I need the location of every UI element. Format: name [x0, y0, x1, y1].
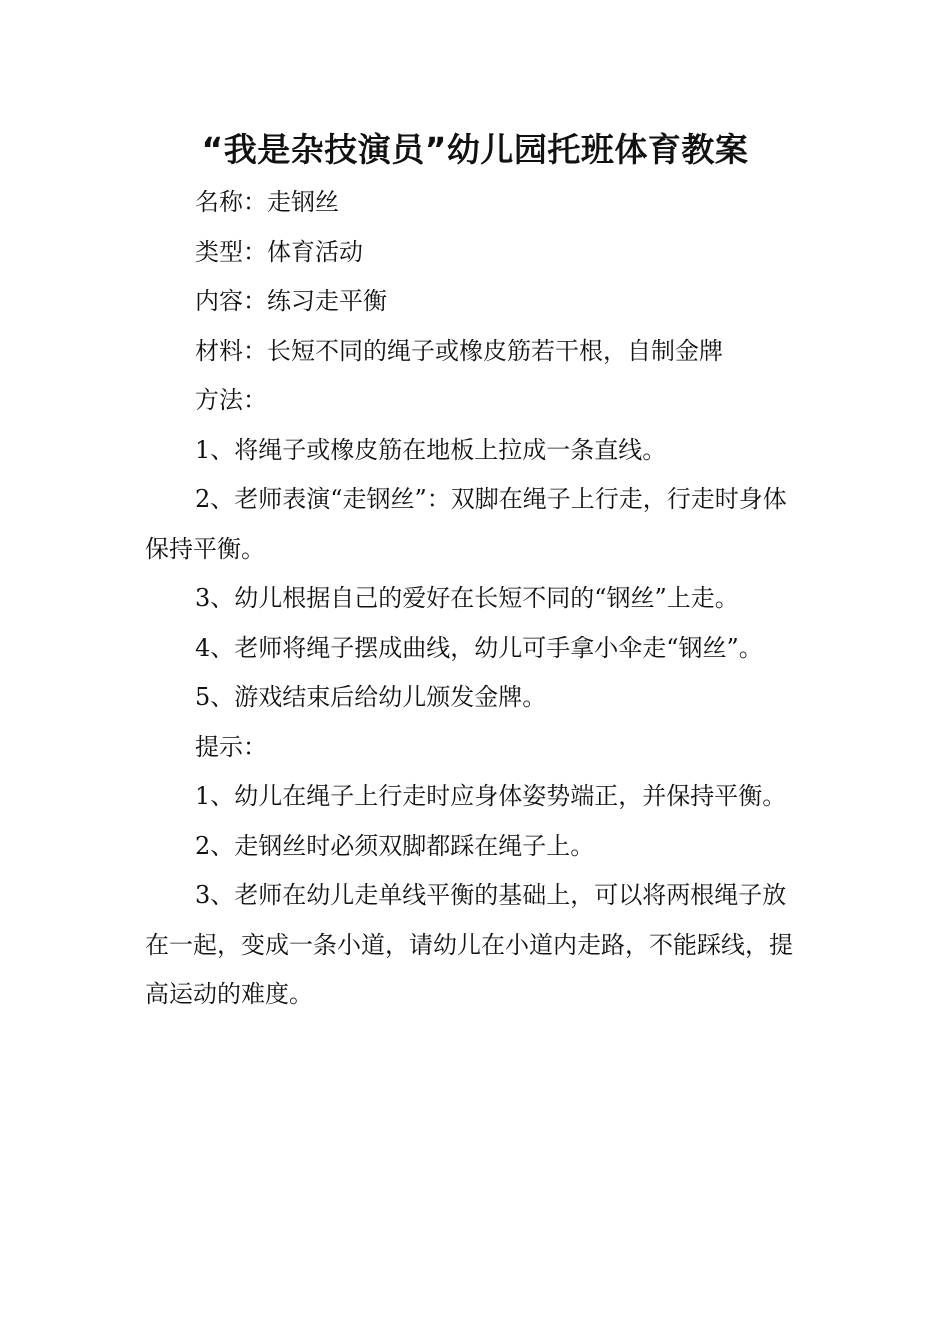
paragraph-method-1: 1、将绳子或橡皮筋在地板上拉成一条直线。	[195, 435, 667, 464]
paragraph-method-3: 3、幼儿根据自己的爱好在长短不同的“钢丝”上走。	[195, 584, 739, 612]
paragraph-type: 类型：体育活动	[195, 237, 363, 266]
document-title: “我是杂技演员”幼儿园托班体育教案	[201, 130, 749, 169]
paragraph-tip-2: 2、走钢丝时必须双脚都踩在绳子上。	[195, 831, 595, 860]
paragraph-method-heading: 方法：	[195, 386, 267, 414]
paragraph-tips-heading: 提示：	[195, 732, 267, 761]
paragraph-name: 名称：走钢丝	[195, 188, 339, 216]
paragraph-tip-3: 3、老师在幼儿走单线平衡的基础上，可以将两根绳子放在一起，变成一条小道，请幼儿在小道内走路，不能踩线，提高运动的难度。	[145, 881, 793, 1008]
document-body	[145, 178, 810, 1020]
paragraph-method-5: 5、游戏结束后给幼儿颁发金牌。	[195, 683, 547, 711]
paragraph-method-4: 4、老师将绳子摆成曲线，幼儿可手拿小伞走“钢丝”。	[195, 633, 763, 662]
paragraph-materials: 材料：长短不同的绳子或橡皮筋若干根，自制金牌	[195, 336, 723, 365]
paragraph-tip-1: 1、幼儿在绳子上行走时应身体姿势端正，并保持平衡。	[195, 782, 787, 810]
paragraph-content: 内容：练习走平衡	[195, 287, 387, 315]
paragraph-method-2: 2、老师表演“走钢丝”：双脚在绳子上行走，行走时身体保持平衡。	[145, 485, 787, 563]
